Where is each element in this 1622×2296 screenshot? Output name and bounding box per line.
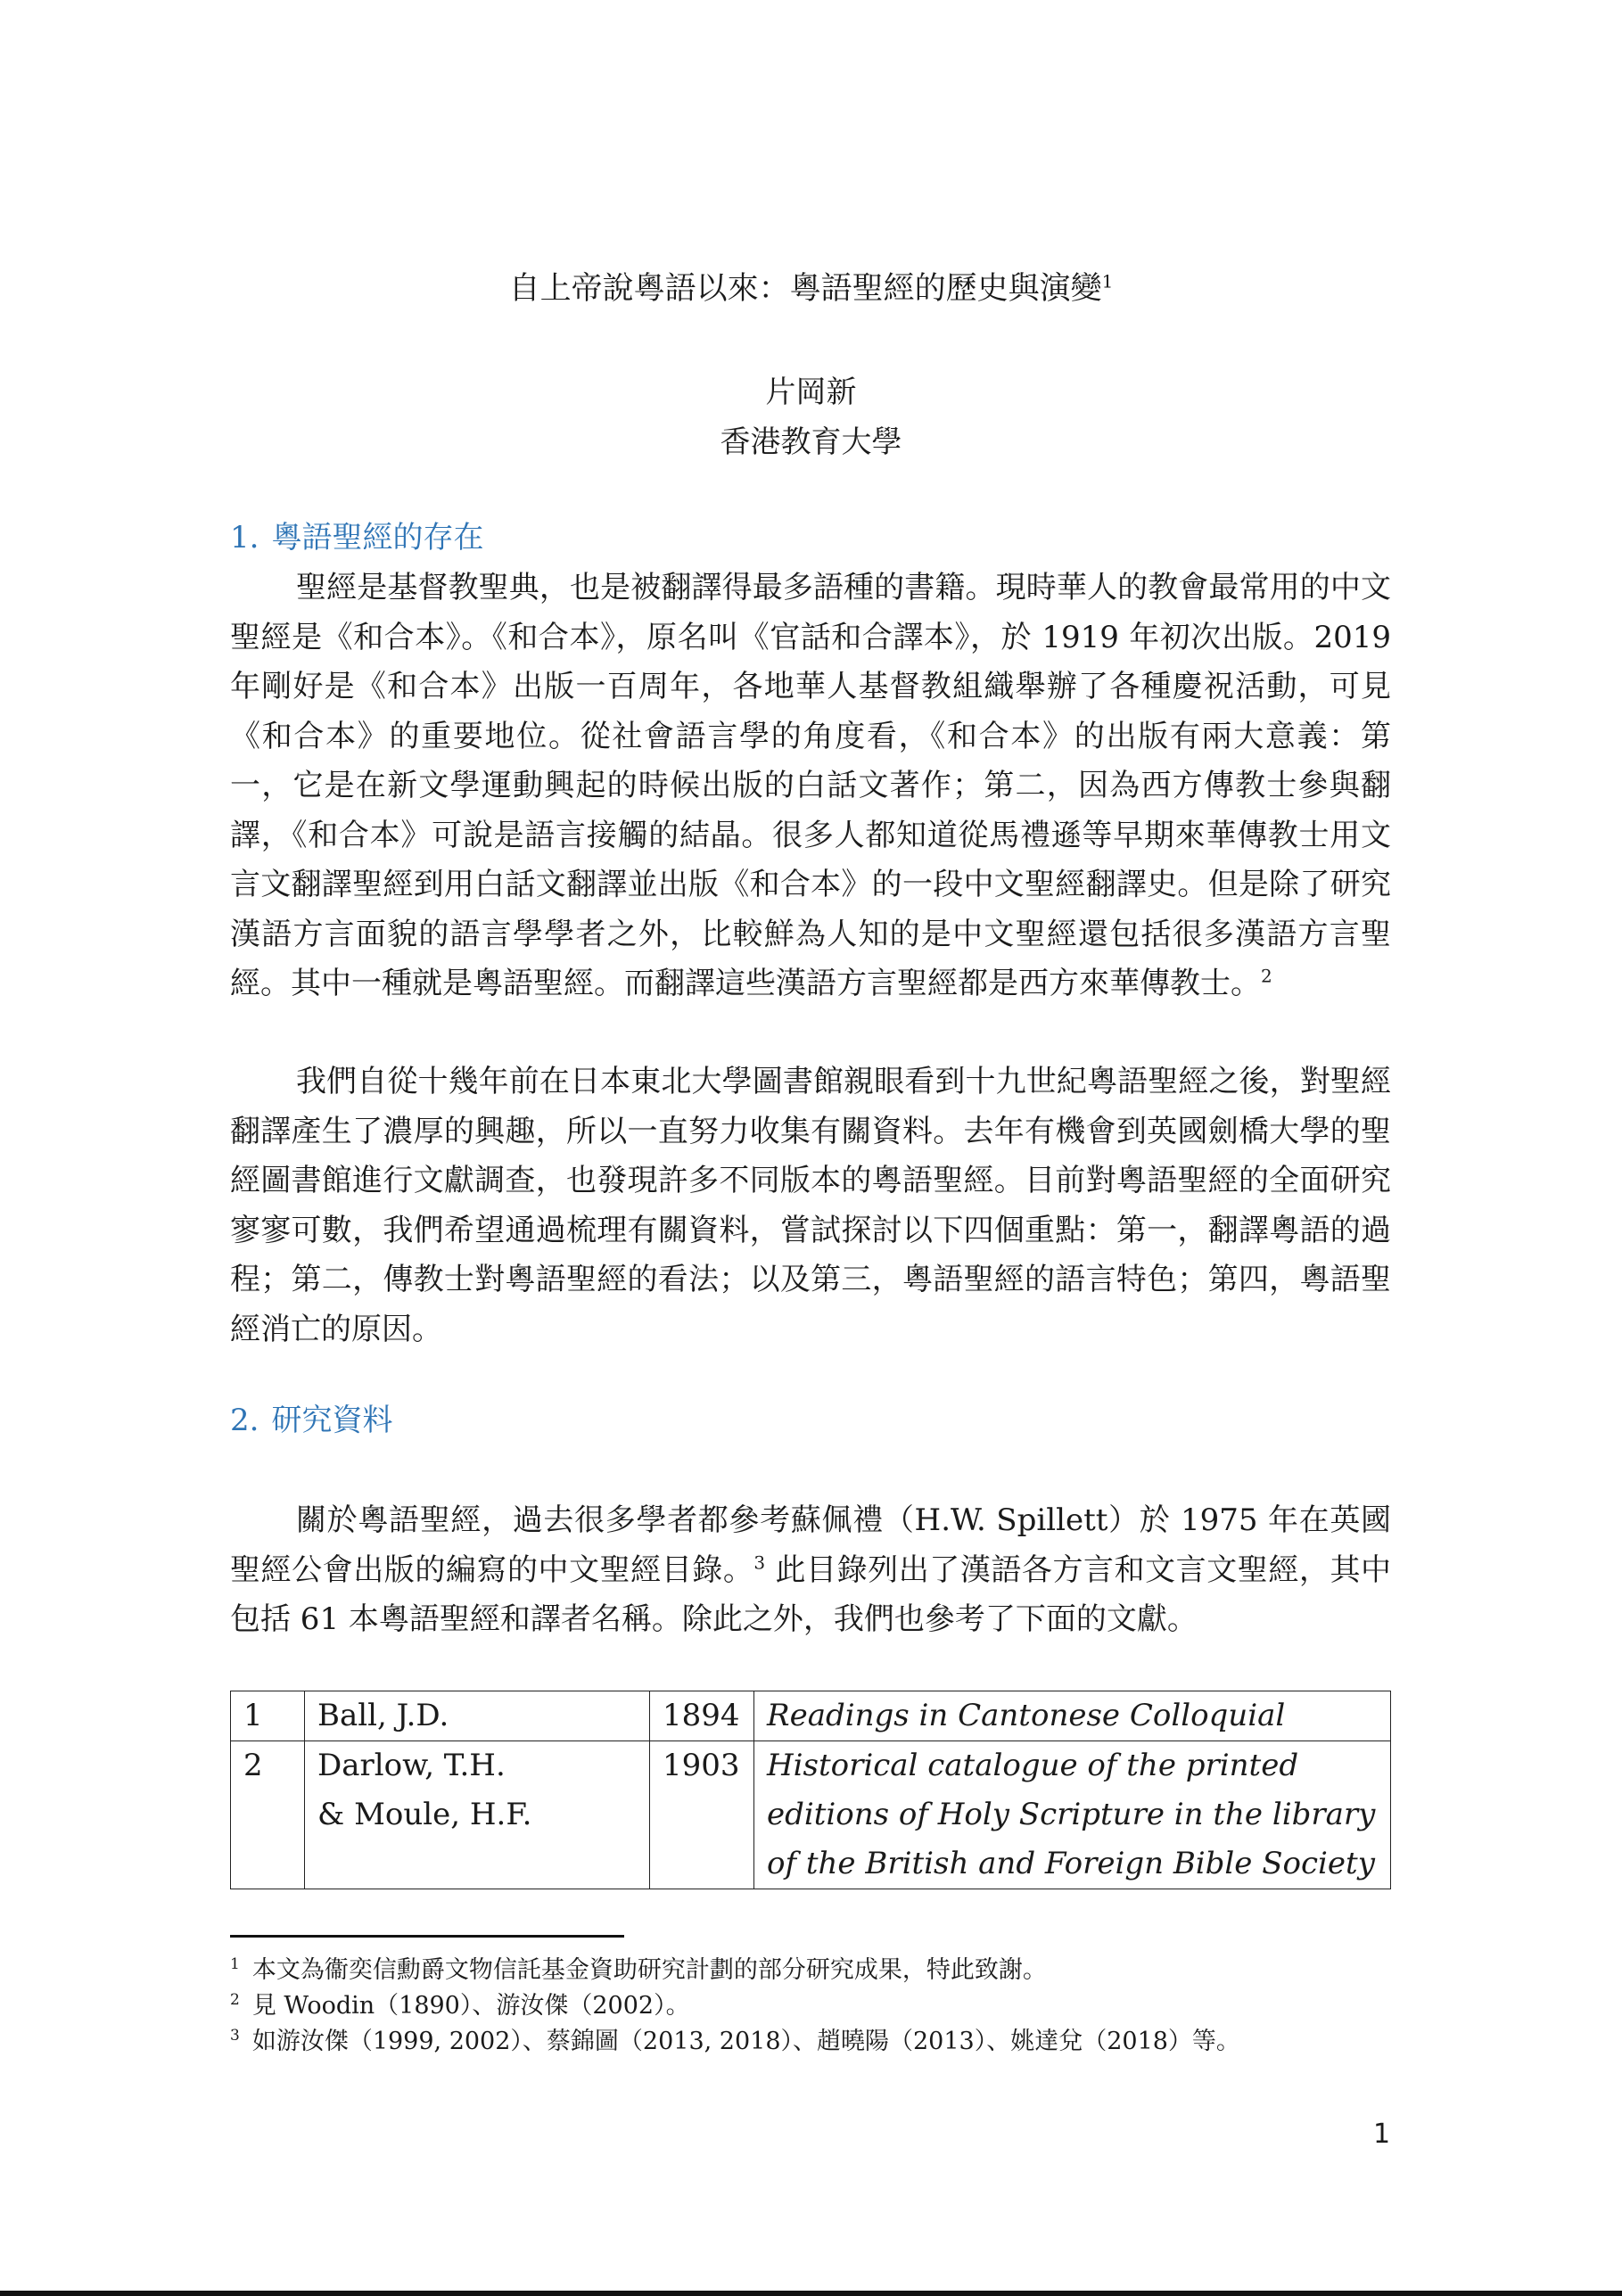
paragraph-text: 我們自從十幾年前在日本東北大學圖書館親眼看到十九世紀粵語聖經之後，對聖經翻譯產生了濃厚的興趣，所以一直努力收集有關資料。去年有機會到英國劍橋大學的聖經圖書館進行文獻調查，也發現許多不同版本的粵語聖經。目前對粵語聖經的全面研究寥寥可數，我們希望通過梳理有關資料，嘗試探討以下四個重點：第一，翻譯粵語的過程；第二，傳教士對粵語聖經的看法；以及第三，粵語聖經的語言特色；第四，粵語聖經消亡的原因。 <box>230 1064 1391 1347</box>
table-cell-author: Ball, J.D. <box>305 1691 650 1741</box>
footnotes <box>230 1953 1391 2060</box>
paragraph-text: 聖經是基督教聖典，也是被翻譯得最多語種的書籍。現時華人的教會最常用的中文聖經是《和合本》。《和合本》，原名叫《官話和合譯本》，於 1919 年初次出版。2019 年剛好是《和合本》出版一百周年，各地華人基督教組織舉辦了各種慶祝活動，可見《和合本》的重要地位。從社會語言學的角度看，《和合本》的出版有兩大意義：第一，它是在新文學運動興起的時候出版的白話文著作；第二，因為西方傳教士參與翻譯，《和合本》可說是語言接觸的結晶。很多人都知道從馬禮遜等早期來華傳教士用文言文翻譯聖經到用白話文翻譯並出版《和合本》的一段中文聖經翻譯史。但是除了研究漢語方言面貌的語言學學者之外，比較鮮為人知的是中文聖經還包括很多漢語方言聖經。其中一種就是粵語聖經。而翻譯這些漢語方言聖經都是西方來華傳教士。 <box>230 570 1391 1001</box>
section-heading-1 <box>230 517 483 558</box>
footnote <box>230 1988 1391 2024</box>
table-cell-year: 1894 <box>650 1691 754 1741</box>
footnote-text: 如游汝傑（1999, 2002）、蔡錦圖（2013, 2018）、趙曉陽（2013）、姚達兌（2018）等。 <box>251 2028 1240 2055</box>
table-cell-year: 1903 <box>650 1741 754 1889</box>
table-cell-title: Readings in Cantonese Colloquial <box>754 1691 1391 1741</box>
table-cell-number: 1 <box>231 1691 305 1741</box>
footnote-marker[interactable]: 3 <box>753 1551 766 1574</box>
table-cell-title: Historical catalogue of the printed editions of Holy Scripture in the library of the British and Foreign Bible Society <box>754 1741 1391 1889</box>
footnote-mark: 3 <box>230 2027 240 2045</box>
paragraph-text: 關於粵語聖經，過去很多學者都參考蘇佩禮（H.W. Spillett）於 1975 年在英國聖經公會出版的編寫的中文聖經目錄。 <box>230 1502 1391 1588</box>
section-title: 粵語聖經的存在 <box>271 520 484 555</box>
paragraph <box>230 564 1391 1009</box>
section-number: 1. <box>230 520 259 555</box>
paragraph-text: 此目錄列出了漢語各方言和文言文聖經，其中包括 61 本粵語聖經和譯者名稱。除此之外，我們也參考了下面的文獻。 <box>230 1551 1392 1637</box>
footnote-mark: 2 <box>230 1991 240 2009</box>
page-bottom-border <box>0 2291 1622 2296</box>
author-affiliation: 香港教育大學 <box>720 424 902 460</box>
author-name: 片岡新 <box>765 374 857 410</box>
table-row <box>231 1691 1391 1741</box>
footnote-separator <box>230 1935 624 1938</box>
references-table <box>230 1691 1391 1889</box>
section-title: 研究資料 <box>271 1403 393 1438</box>
footnote-marker[interactable]: 1 <box>1101 270 1114 292</box>
section-number: 2. <box>230 1403 259 1438</box>
footnote <box>230 2024 1391 2060</box>
footnote-marker[interactable]: 2 <box>1261 965 1272 987</box>
footnote-mark: 1 <box>230 1955 240 1973</box>
paper-title <box>0 267 1622 310</box>
footnote-text: 本文為衞奕信勳爵文物信託基金資助研究計劃的部分研究成果，特此致謝。 <box>251 1956 1047 1984</box>
author-block <box>0 367 1622 467</box>
page-number: 1 <box>1373 2119 1391 2150</box>
table-row <box>231 1741 1391 1889</box>
paragraph <box>230 1496 1391 1645</box>
author-line: & Moule, H.F. <box>317 1797 532 1832</box>
footnote <box>230 1953 1391 1988</box>
table-cell-number: 2 <box>231 1741 305 1889</box>
paragraph <box>230 1057 1391 1354</box>
paper-title-text: 自上帝說粵語以來：粵語聖經的歷史與演變 <box>508 271 1102 307</box>
section-heading-2 <box>230 1400 392 1441</box>
author-line: Darlow, T.H. <box>317 1748 506 1783</box>
table-cell-author <box>305 1741 650 1889</box>
footnote-text: 見 Woodin（1890）、游汝傑（2002）。 <box>251 1992 690 2020</box>
